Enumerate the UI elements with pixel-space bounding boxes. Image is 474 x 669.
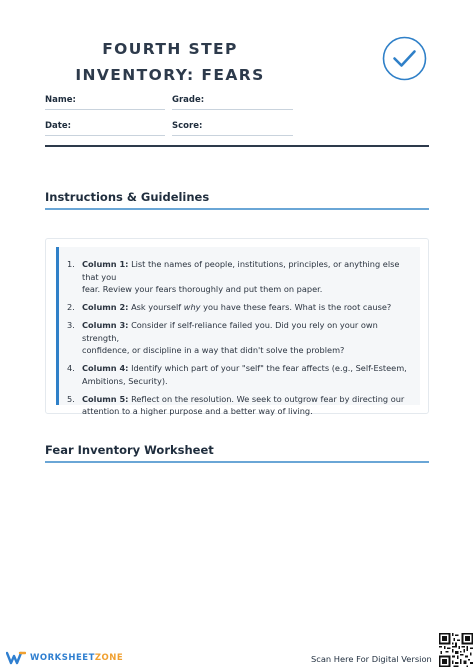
instruction-text: confidence, or discipline in a way that didn't solve the problem? — [82, 345, 345, 355]
instruction-text: Consider if self-reliance failed you. Did you rely on your own strength, — [82, 320, 378, 343]
instruction-number: 5. — [67, 393, 75, 404]
instructions-list — [67, 258, 417, 423]
grade-underline — [172, 109, 293, 110]
instruction-emphasis: why — [183, 302, 201, 312]
instructions-divider — [45, 208, 429, 210]
grade-field[interactable] — [172, 95, 293, 109]
instructions-panel — [56, 247, 420, 416]
instruction-number: 1. — [67, 259, 75, 269]
instruction-item-3 — [67, 319, 417, 357]
instruction-text: Ambitions, Security). — [82, 375, 168, 386]
name-field[interactable] — [45, 95, 165, 109]
instruction-item-2 — [67, 301, 417, 314]
instruction-item-4 — [67, 362, 417, 387]
instruction-number: 4. — [67, 363, 75, 373]
logo-text-worksheet: WORKSHEET — [30, 653, 95, 663]
instruction-text: Identify which part of your "self" the fear affects (e.g., Self-Esteem, — [131, 363, 407, 373]
date-label: Date: — [45, 121, 72, 131]
qr-code-icon[interactable] — [439, 633, 473, 667]
instruction-text: you have these fears. What is the root cause? — [203, 302, 392, 312]
instruction-text: fear. Review your fears thoroughly and put them on paper. — [82, 284, 323, 294]
date-underline — [45, 135, 165, 136]
instruction-number: 3. — [67, 320, 75, 330]
grade-label: Grade: — [172, 95, 205, 105]
instruction-heading: Column 2: — [82, 302, 129, 312]
check-circle-icon — [382, 36, 427, 81]
name-underline — [45, 109, 165, 110]
score-label: Score: — [172, 121, 203, 131]
instruction-item-1 — [67, 258, 417, 296]
header-divider — [45, 145, 429, 147]
score-field[interactable] — [172, 121, 293, 135]
instruction-text: attention to a higher purpose and a better way of living. — [82, 406, 313, 416]
instructions-box — [45, 238, 429, 414]
scan-instruction: Scan Here For Digital Version — [311, 654, 432, 664]
page-title — [60, 36, 280, 88]
instruction-number: 2. — [67, 302, 75, 312]
instruction-heading: Column 1: — [82, 259, 129, 269]
instruction-heading: Column 3: — [82, 320, 129, 330]
instruction-heading: Column 4: — [82, 363, 129, 373]
worksheet-heading: Fear Inventory Worksheet — [45, 443, 214, 457]
logo-text-zone: ZONE — [94, 653, 124, 663]
score-underline — [172, 135, 293, 136]
instruction-text: List the names of people, institutions, principles, or anything else that you — [82, 259, 400, 282]
worksheet-divider — [45, 461, 429, 463]
instruction-item-5 — [67, 393, 417, 418]
worksheetzone-logo-icon — [6, 651, 26, 665]
instruction-text: Ask yourself — [131, 302, 182, 312]
title-line-1: FOURTH STEP — [102, 40, 238, 58]
worksheetzone-logo[interactable] — [6, 650, 123, 666]
instruction-text: Reflect on the resolution. We seek to outgrow fear by directing our — [131, 393, 405, 404]
date-field[interactable] — [45, 121, 165, 135]
name-label: Name: — [45, 95, 76, 105]
title-line-2: INVENTORY: FEARS — [75, 66, 265, 84]
instruction-heading: Column 5: — [82, 393, 129, 404]
logo-text — [30, 653, 123, 663]
instructions-heading: Instructions & Guidelines — [45, 190, 210, 204]
